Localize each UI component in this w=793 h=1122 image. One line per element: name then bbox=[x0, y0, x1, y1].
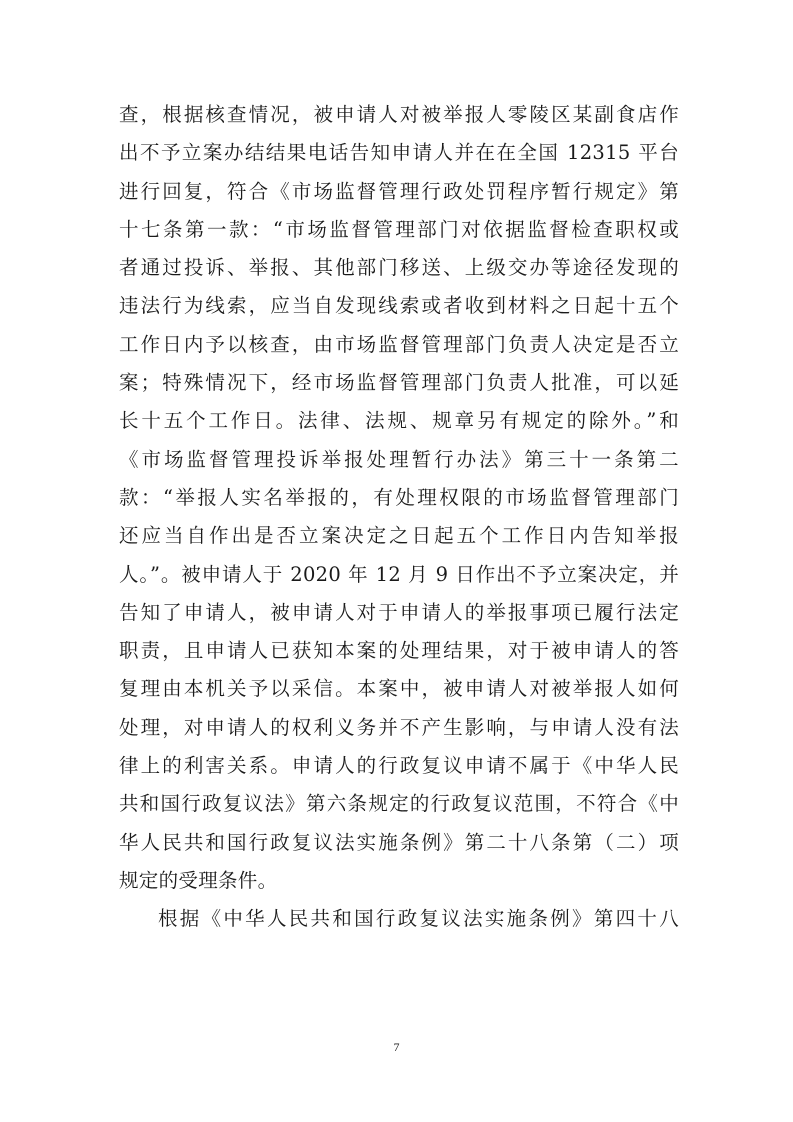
page-number: 7 bbox=[393, 1040, 400, 1054]
text-line: 《市场监督管理投诉举报处理暂行办法》第三十一条第二 bbox=[119, 447, 679, 471]
text-line: 违法行为线索，应当自发现线索或者收到材料之日起十五个 bbox=[119, 294, 679, 318]
text-line: 共和国行政复议法》第六条规定的行政复议范围，不符合《中 bbox=[119, 792, 679, 816]
text-line: 款：“举报人实名举报的，有处理权限的市场监督管理部门 bbox=[119, 485, 679, 509]
paragraph-start-line: 根据《中华人民共和国行政复议法实施条例》第四十八 bbox=[158, 907, 679, 931]
text-line: 长十五个工作日。法律、法规、规章另有规定的除外。”和 bbox=[119, 409, 679, 433]
text-line: 律上的利害关系。申请人的行政复议申请不属于《中华人民 bbox=[119, 754, 679, 778]
text-line: 复理由本机关予以采信。本案中，被申请人对被举报人如何 bbox=[119, 677, 679, 701]
text-line: 告知了申请人，被申请人对于申请人的举报事项已履行法定 bbox=[119, 600, 679, 624]
text-line: 华人民共和国行政复议法实施条例》第二十八条第（二）项 bbox=[119, 830, 679, 854]
text-line: 规定的受理条件。 bbox=[119, 868, 278, 892]
text-line: 查，根据核查情况，被申请人对被举报人零陵区某副食店作 bbox=[119, 103, 679, 126]
text-line: 者通过投诉、举报、其他部门移送、上级交办等途径发现的 bbox=[119, 256, 679, 280]
text-line: 工作日内予以核查，由市场监督管理部门负责人决定是否立 bbox=[119, 332, 679, 356]
text-line: 出不予立案办结结果电话告知申请人并在在全国 12315 平台 bbox=[119, 141, 679, 165]
text-line: 人。”。被申请人于 2020 年 12 月 9 日作出不予立案决定，并 bbox=[119, 562, 679, 586]
body-text bbox=[119, 96, 679, 939]
text-line: 处理，对申请人的权利义务并不产生影响，与申请人没有法 bbox=[119, 715, 679, 739]
text-line: 还应当自作出是否立案决定之日起五个工作日内告知举报 bbox=[119, 524, 679, 548]
text-line: 进行回复，符合《市场监督管理行政处罚程序暂行规定》第 bbox=[119, 179, 679, 203]
text-line: 职责，且申请人已获知本案的处理结果，对于被申请人的答 bbox=[119, 639, 679, 663]
text-line: 案；特殊情况下，经市场监督管理部门负责人批准，可以延 bbox=[119, 371, 679, 395]
text-line: 十七条第一款：“市场监督管理部门对依据监督检查职权或 bbox=[119, 217, 679, 241]
